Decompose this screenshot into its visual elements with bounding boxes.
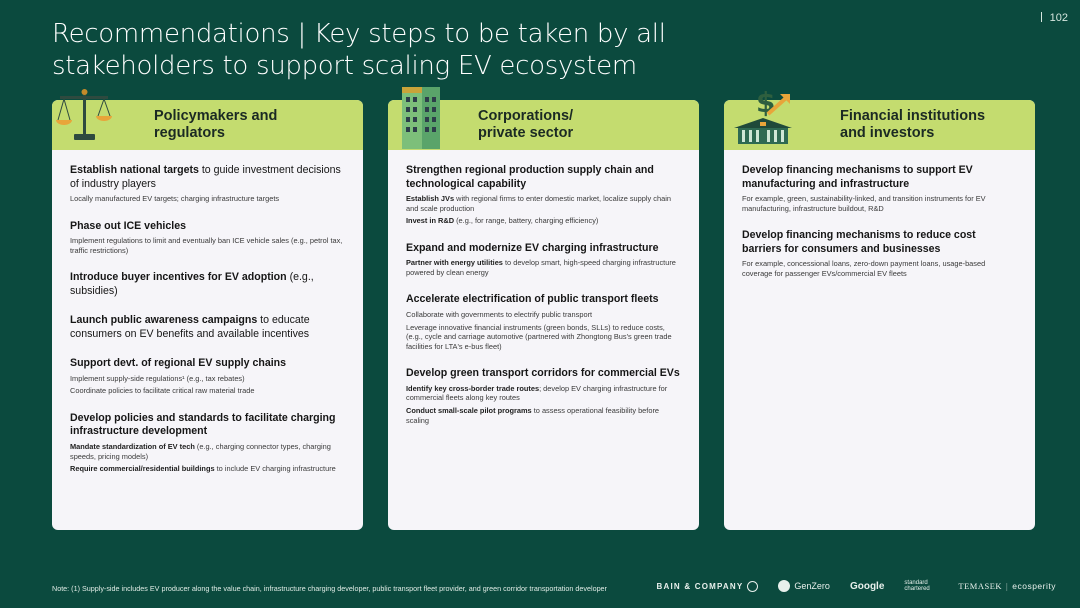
google-logo: Google [849, 580, 885, 592]
recommendation-detail [406, 194, 681, 213]
recommendation-item [406, 242, 681, 278]
heading-rest: (e.g., subsidies) [70, 271, 314, 297]
recommendation-item [70, 314, 345, 341]
heading-bold: Develop financing mechanisms to reduce cost barriers for consumers and businesses [742, 229, 976, 255]
heading-bold: Phase out ICE vehicles [70, 219, 186, 232]
recommendation-item [742, 164, 1017, 213]
detail-text: Implement regulations to limit and eventually ban ICE vehicle sales (e.g., petrol tax, traffic restrictions) [70, 236, 343, 255]
recommendation-heading [70, 271, 345, 298]
detail-text: to include EV charging infrastructure [214, 464, 336, 474]
recommendation-detail [406, 406, 681, 425]
heading-bold: Develop financing mechanisms to support EV manufacturing and infrastructure [742, 164, 973, 190]
bain-logo: BAIN & COMPANY [657, 581, 759, 592]
recommendation-item [70, 164, 345, 204]
recommendation-heading [406, 367, 681, 381]
recommendation-detail [406, 216, 681, 226]
detail-text: Leverage innovative financial instruments (green bonds, SLLs) to reduce costs, (e.g., cycle and carriage automotive (partnered with Zhongtong Bus's green trade facilities for LTA's e-bus fleet) [406, 322, 672, 351]
recommendation-heading [70, 220, 345, 234]
recommendation-heading [70, 164, 345, 191]
recommendation-detail [70, 374, 345, 384]
column-header-label: Policymakers and regulators [154, 108, 278, 141]
detail-text: (e.g., charging connector types, charging speeds, pricing models) [70, 441, 331, 461]
heading-bold: Support devt. of regional EV supply chains [70, 357, 287, 370]
recommendation-heading [70, 412, 345, 439]
heading-bold: Develop green transport corridors for commercial EVs [406, 367, 680, 380]
recommendation-heading [742, 229, 1017, 256]
recommendation-item [70, 357, 345, 396]
bank-dollar-icon [724, 84, 802, 148]
page-number: 102 [1041, 12, 1068, 24]
detail-text: (e.g., for range, battery, charging efficiency) [454, 216, 599, 226]
detail-text: to assess operational feasibility before scaling [406, 406, 660, 425]
column-header-label: Corporations/ private sector [478, 108, 574, 141]
recommendation-item [70, 271, 345, 298]
recommendation-heading [742, 164, 1017, 191]
recommendation-heading [406, 293, 681, 307]
genzero-logo: GenZero [778, 580, 830, 592]
building-icon [398, 83, 444, 149]
temasek-ecosperity-logo: TEMASEK | ecosperity [958, 581, 1056, 591]
recommendation-detail [406, 323, 681, 352]
heading-bold: Establish national targets [70, 164, 199, 176]
detail-text: ; develop EV charging infrastructure for commercial fleets along key routes [406, 383, 668, 403]
detail-text: Implement supply-side regulations¹ (e.g., tax rebates) [70, 373, 245, 383]
detail-bold: Invest in R&D [406, 216, 455, 226]
detail-bold: Require commercial/residential buildings [70, 464, 215, 474]
recommendation-detail [406, 310, 681, 320]
detail-text: Coordinate policies to facilitate critical raw material trade [70, 386, 255, 396]
scales-icon [52, 86, 116, 146]
recommendation-detail [70, 194, 345, 204]
footnote: Note: (1) Supply-side includes EV producer along the value chain, infrastructure charging developer, public transport fleet provider, and green corridor transportation developer [52, 584, 607, 593]
recommendation-heading [70, 314, 345, 341]
column-header-label: Financial institutions and investors [840, 108, 986, 141]
recommendation-heading [406, 164, 681, 191]
recommendation-item [70, 412, 345, 474]
recommendation-item [406, 367, 681, 425]
column-policymakers [52, 100, 363, 530]
recommendation-heading [406, 242, 681, 256]
detail-bold: Mandate standardization of EV tech [70, 441, 195, 451]
column-financial [724, 100, 1035, 530]
detail-text: For example, green, sustainability-linked, and transition instruments for EV manufacturing, infrastructure buildout, R&D [742, 194, 986, 213]
recommendation-detail [70, 386, 345, 396]
detail-bold: Establish JVs [406, 194, 455, 203]
heading-bold: Develop policies and standards to facilitate charging infrastructure development [70, 411, 336, 438]
recommendation-heading [70, 357, 345, 371]
recommendation-detail [70, 442, 345, 461]
detail-text: Locally manufactured EV targets; charging infrastructure targets [70, 194, 280, 203]
recommendation-detail [406, 384, 681, 403]
page-title: Recommendations | Key steps to be taken by all stakeholders to support scaling EV ecosystem [52, 19, 666, 81]
column-body [52, 150, 363, 474]
svg-text:$: $ [756, 86, 776, 119]
heading-bold: Strengthen regional production supply chain and technological capability [406, 164, 654, 190]
recommendation-detail [742, 259, 1017, 278]
partner-logos [657, 580, 1056, 592]
column-corporations [388, 100, 699, 530]
recommendation-detail [742, 194, 1017, 213]
recommendation-item [70, 220, 345, 256]
standard-chartered-logo: standard chartered [904, 580, 930, 592]
recommendation-detail [406, 258, 681, 277]
detail-bold: Conduct small-scale pilot programs [406, 406, 532, 416]
detail-bold: Identify key cross-border trade routes [406, 383, 540, 393]
detail-text: with regional firms to enter domestic market, localize supply chain and scale production [406, 194, 671, 213]
heading-rest: to educate consumers on EV benefits and available incentives [70, 314, 310, 340]
heading-bold: Launch public awareness campaigns [70, 314, 258, 327]
heading-bold: Expand and modernize EV charging infrastructure [406, 241, 659, 254]
column-body [724, 150, 1035, 278]
detail-text: to develop smart, high-speed charging infrastructure powered by clean energy [406, 258, 676, 277]
detail-text: Collaborate with governments to electrify public transport [406, 309, 593, 319]
recommendation-detail [70, 236, 345, 255]
recommendation-item [742, 229, 1017, 278]
recommendation-item [406, 293, 681, 351]
recommendation-detail [70, 464, 345, 474]
heading-bold: Introduce buyer incentives for EV adoption [70, 271, 287, 284]
recommendation-item [406, 164, 681, 226]
detail-text: For example, concessional loans, zero-down payment loans, usage-based coverage for passenger EVs/commercial EV fleets [742, 259, 986, 278]
column-body [388, 150, 699, 425]
detail-bold: Partner with energy utilities [406, 258, 503, 268]
heading-bold: Accelerate electrification of public transport fleets [406, 293, 659, 306]
heading-rest: to guide investment decisions of industry players [70, 164, 341, 190]
